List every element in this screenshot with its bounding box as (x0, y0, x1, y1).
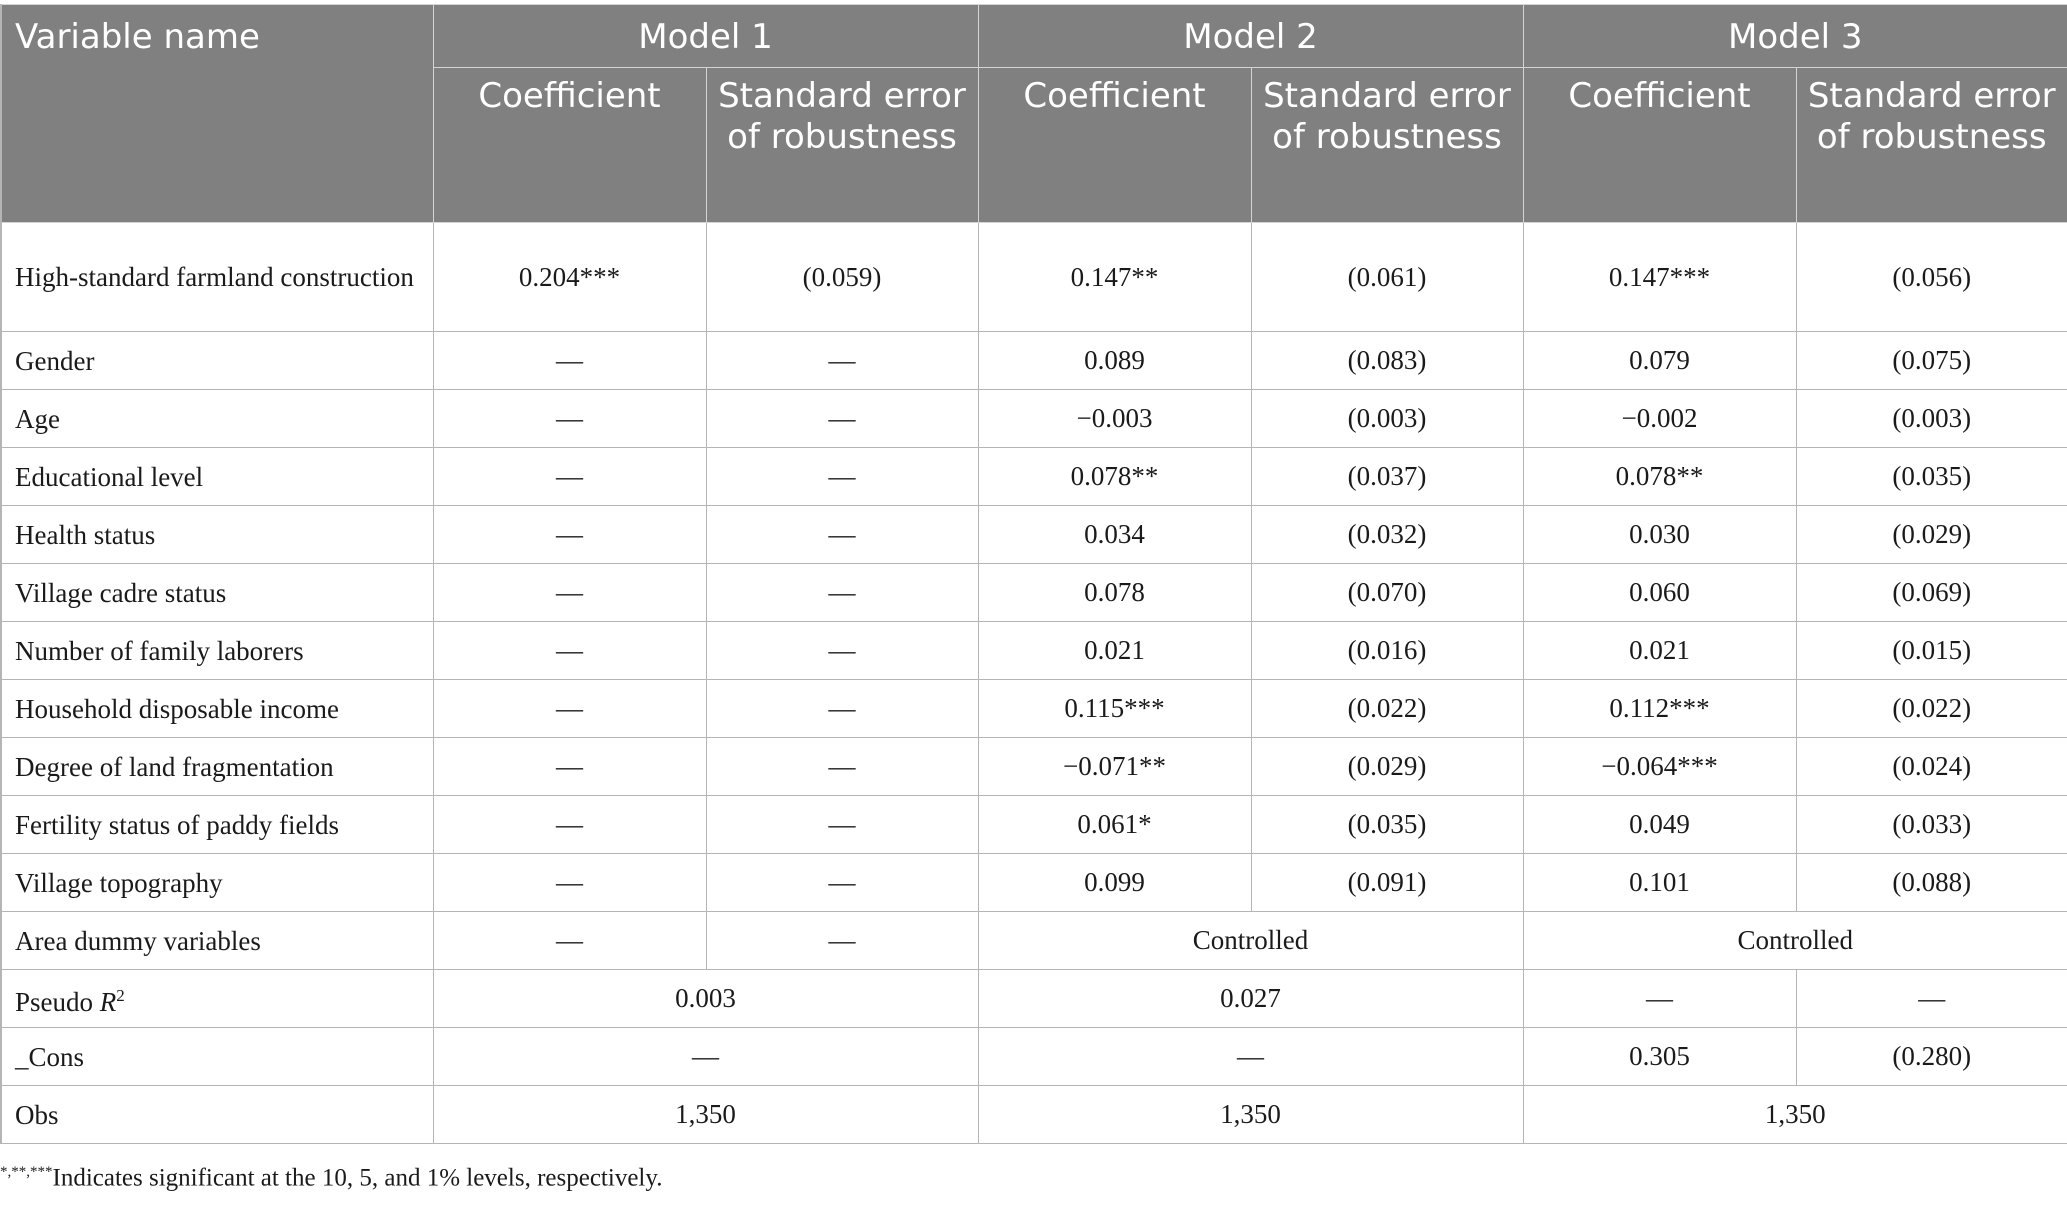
cell-m2-coef: 0.021 (978, 622, 1251, 680)
cell-m2-se: (0.003) (1251, 390, 1523, 448)
cons-row (1, 1028, 2067, 1086)
cell-m2-se: (0.037) (1251, 448, 1523, 506)
cell-m3-se: (0.024) (1796, 738, 2067, 796)
cell-m1-coef: 0.204*** (433, 223, 706, 332)
row-label: High-standard farmland construction (1, 223, 433, 332)
cell-m2-value: — (978, 1028, 1523, 1086)
table-row (1, 796, 2067, 854)
cell-m2-se: (0.016) (1251, 622, 1523, 680)
cell-m3-se: — (1796, 970, 2067, 1028)
cell-m1-coef: — (433, 332, 706, 390)
table-row (1, 506, 2067, 564)
cell-m2-coef: −0.071** (978, 738, 1251, 796)
cell-m3-coef: 0.060 (1523, 564, 1796, 622)
cell-m3-controlled: Controlled (1523, 912, 2067, 970)
cell-m1-value: 0.003 (433, 970, 978, 1028)
cell-m1-se: — (706, 564, 978, 622)
cell-m3-coef: 0.079 (1523, 332, 1796, 390)
header-coefficient: Coefficient (433, 68, 706, 223)
cell-m2-value: 1,350 (978, 1086, 1523, 1144)
cell-m3-se: (0.075) (1796, 332, 2067, 390)
row-label: _Cons (1, 1028, 433, 1086)
cell-m1-coef: — (433, 390, 706, 448)
regression-table (0, 4, 2067, 1144)
cell-m3-coef: 0.021 (1523, 622, 1796, 680)
row-label: Age (1, 390, 433, 448)
pseudo-label-var: R (99, 986, 117, 1017)
row-label: Number of family laborers (1, 622, 433, 680)
cell-m1-coef: — (433, 912, 706, 970)
row-label: Obs (1, 1086, 433, 1144)
cell-m1-se: — (706, 738, 978, 796)
header-coefficient: Coefficient (978, 68, 1251, 223)
cell-m2-se: (0.091) (1251, 854, 1523, 912)
cell-m1-coef: — (433, 506, 706, 564)
header-standard-error: Standard error of robustness (706, 68, 978, 223)
cell-m3-se: (0.280) (1796, 1028, 2067, 1086)
row-label (1, 970, 433, 1028)
table-row (1, 390, 2067, 448)
cell-m3-se: (0.029) (1796, 506, 2067, 564)
cell-m2-coef: 0.089 (978, 332, 1251, 390)
row-label: Fertility status of paddy fields (1, 796, 433, 854)
table-row (1, 622, 2067, 680)
cell-m1-se: — (706, 912, 978, 970)
cell-m3-se: (0.022) (1796, 680, 2067, 738)
cell-m1-se: — (706, 622, 978, 680)
row-label: Educational level (1, 448, 433, 506)
header-coefficient: Coefficient (1523, 68, 1796, 223)
cell-m3-value: 1,350 (1523, 1086, 2067, 1144)
table-row (1, 738, 2067, 796)
header-standard-error: Standard error of robustness (1251, 68, 1523, 223)
cell-m2-se: (0.070) (1251, 564, 1523, 622)
cell-m3-coef: 0.078** (1523, 448, 1796, 506)
cell-m3-se: (0.069) (1796, 564, 2067, 622)
cell-m2-se: (0.022) (1251, 680, 1523, 738)
cell-m1-coef: — (433, 854, 706, 912)
cell-m3-coef: 0.049 (1523, 796, 1796, 854)
row-label: Village cadre status (1, 564, 433, 622)
cell-m2-coef: 0.061* (978, 796, 1251, 854)
cell-m1-coef: — (433, 622, 706, 680)
cell-m3-se: (0.003) (1796, 390, 2067, 448)
table-footnote (0, 1164, 2067, 1192)
cell-m1-coef: — (433, 680, 706, 738)
pseudo-label-prefix: Pseudo (15, 986, 100, 1017)
cell-m1-coef: — (433, 796, 706, 854)
area-dummy-row (1, 912, 2067, 970)
cell-m2-coef: 0.078 (978, 564, 1251, 622)
cell-m2-coef: −0.003 (978, 390, 1251, 448)
table-body (1, 223, 2067, 1144)
cell-m3-coef: 0.101 (1523, 854, 1796, 912)
table-row (1, 448, 2067, 506)
cell-m2-se: (0.061) (1251, 223, 1523, 332)
cell-m1-coef: — (433, 448, 706, 506)
cell-m3-coef: — (1523, 970, 1796, 1028)
table-row (1, 332, 2067, 390)
cell-m3-coef: −0.002 (1523, 390, 1796, 448)
cell-m1-se: — (706, 796, 978, 854)
cell-m1-se: — (706, 332, 978, 390)
cell-m2-controlled: Controlled (978, 912, 1523, 970)
pseudo-r2-row (1, 970, 2067, 1028)
cell-m3-coef: 0.030 (1523, 506, 1796, 564)
cell-m2-coef: 0.034 (978, 506, 1251, 564)
cell-m3-se: (0.015) (1796, 622, 2067, 680)
cell-m3-coef: 0.305 (1523, 1028, 1796, 1086)
pseudo-label-sup: 2 (116, 985, 125, 1005)
cell-m1-se: — (706, 448, 978, 506)
cell-m3-coef: −0.064*** (1523, 738, 1796, 796)
cell-m3-coef: 0.112*** (1523, 680, 1796, 738)
regression-table-container (0, 4, 2067, 1144)
footnote-text: Indicates significant at the 10, 5, and 1% levels, respectively. (52, 1164, 663, 1192)
cell-m2-coef: 0.115*** (978, 680, 1251, 738)
cell-m2-se: (0.029) (1251, 738, 1523, 796)
cell-m2-se: (0.035) (1251, 796, 1523, 854)
cell-m1-se: — (706, 854, 978, 912)
row-label: Degree of land fragmentation (1, 738, 433, 796)
cell-m3-se: (0.056) (1796, 223, 2067, 332)
row-label: Household disposable income (1, 680, 433, 738)
cell-m3-coef: 0.147*** (1523, 223, 1796, 332)
row-label: Health status (1, 506, 433, 564)
cell-m2-se: (0.032) (1251, 506, 1523, 564)
header-model-2: Model 2 (978, 5, 1523, 68)
cell-m1-se: (0.059) (706, 223, 978, 332)
row-label: Area dummy variables (1, 912, 433, 970)
cell-m3-se: (0.035) (1796, 448, 2067, 506)
table-row (1, 854, 2067, 912)
cell-m2-se: (0.083) (1251, 332, 1523, 390)
header-standard-error: Standard error of robustness (1796, 68, 2067, 223)
header-model-3: Model 3 (1523, 5, 2067, 68)
cell-m1-coef: — (433, 738, 706, 796)
footnote-stars: *,**,*** (0, 1164, 53, 1180)
cell-m3-se: (0.088) (1796, 854, 2067, 912)
obs-row (1, 1086, 2067, 1144)
cell-m2-coef: 0.147** (978, 223, 1251, 332)
cell-m1-value: — (433, 1028, 978, 1086)
cell-m3-se: (0.033) (1796, 796, 2067, 854)
cell-m1-coef: — (433, 564, 706, 622)
cell-m2-coef: 0.078** (978, 448, 1251, 506)
row-label: Village topography (1, 854, 433, 912)
header-variable-name: Variable name (1, 5, 433, 223)
table-row (1, 564, 2067, 622)
cell-m1-se: — (706, 680, 978, 738)
cell-m2-coef: 0.099 (978, 854, 1251, 912)
cell-m1-se: — (706, 390, 978, 448)
cell-m2-value: 0.027 (978, 970, 1523, 1028)
cell-m1-value: 1,350 (433, 1086, 978, 1144)
cell-m1-se: — (706, 506, 978, 564)
row-label: Gender (1, 332, 433, 390)
table-row (1, 680, 2067, 738)
table-header (1, 5, 2067, 223)
header-model-1: Model 1 (433, 5, 978, 68)
table-row (1, 223, 2067, 332)
